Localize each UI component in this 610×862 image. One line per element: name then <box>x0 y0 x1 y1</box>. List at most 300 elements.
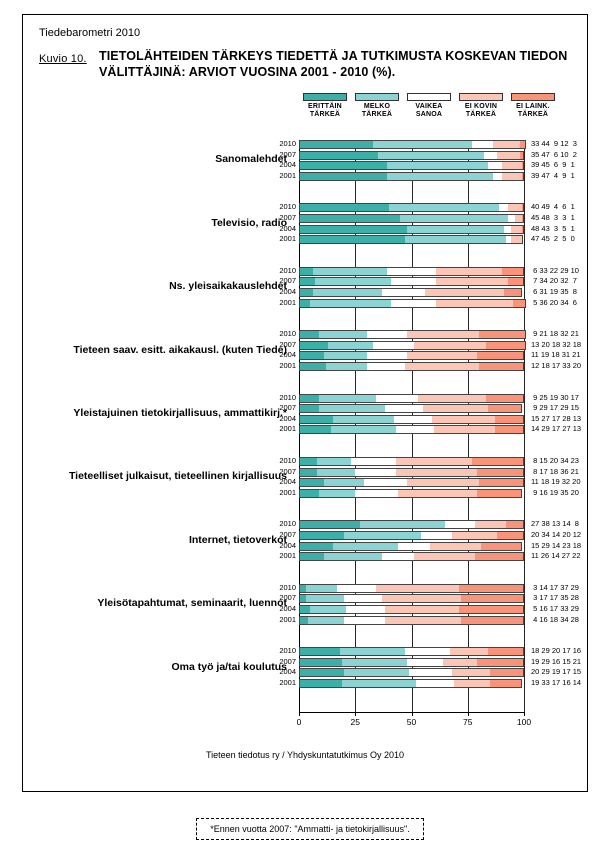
bar-value-labels: 33 44 9 12 3 <box>531 139 577 148</box>
legend-swatch-5 <box>511 93 555 101</box>
bar-segment-1 <box>299 267 313 276</box>
legend-item-3 <box>403 93 455 119</box>
bar-segment-5 <box>522 161 524 170</box>
bar-segment-5 <box>486 341 527 350</box>
bar-segment-5 <box>488 647 524 656</box>
bar-year-label: 2007 <box>279 276 296 286</box>
bar-segment-5 <box>513 299 527 308</box>
bar-segment-1 <box>299 415 333 424</box>
bar-segment-5 <box>459 605 524 614</box>
bar-segment-2 <box>317 457 351 466</box>
bar-segment-3 <box>472 140 492 149</box>
bar-segment-2 <box>308 616 344 625</box>
bar-segment-1 <box>299 425 331 434</box>
bar-row <box>279 392 579 403</box>
x-tick-label-25: 25 <box>350 717 360 727</box>
bar-segment-3 <box>493 172 502 181</box>
bar-year-label: 2004 <box>279 477 296 487</box>
bar-segment-4 <box>398 489 477 498</box>
bar-year-label: 2001 <box>279 614 296 624</box>
bar-segment-1 <box>299 330 319 339</box>
bar-value-labels: 27 38 13 14 8 <box>531 519 579 529</box>
bar-segment-4 <box>436 277 508 286</box>
bar-value-labels: 11 18 19 32 20 <box>531 477 581 487</box>
bar-row <box>279 551 581 561</box>
bar-segment-1 <box>299 362 326 371</box>
bar-segment-2 <box>331 425 396 434</box>
bar-year-label: 2001 <box>279 234 296 244</box>
x-tick-label-0: 0 <box>296 717 302 727</box>
bar-segment-2 <box>319 404 384 413</box>
bar-year-label: 2007 <box>279 403 296 413</box>
bar-row <box>279 223 575 234</box>
bar-value-labels: 6 33 22 29 10 <box>531 265 579 275</box>
bar-segment-5 <box>520 151 525 160</box>
x-tick-100 <box>524 712 525 716</box>
bar-segment-4 <box>434 425 495 434</box>
bar-year-label: 2007 <box>279 339 296 349</box>
stacked-bar-plot <box>279 139 582 712</box>
bar-segment-3 <box>337 584 375 593</box>
bar-row <box>279 604 579 614</box>
bar-segment-3 <box>382 288 425 297</box>
bar-segment-4 <box>436 299 513 308</box>
bar-year-label: 2010 <box>279 202 296 212</box>
bar-segment-5 <box>477 489 522 498</box>
legend-item-1 <box>299 93 351 119</box>
bar-year-label: 2001 <box>279 170 296 180</box>
bar-value-labels: 9 25 19 30 17 <box>531 392 579 402</box>
bar-segment-3 <box>344 594 382 603</box>
bar-segment-3 <box>409 668 452 677</box>
bar-segment-3 <box>387 267 437 276</box>
bar-segment-1 <box>299 172 387 181</box>
bar-segment-5 <box>477 468 524 477</box>
bar-segment-3 <box>488 161 502 170</box>
bar-row <box>279 456 579 466</box>
bar-year-label: 2001 <box>279 361 296 370</box>
bar-value-labels: 15 29 14 23 18 <box>531 540 582 550</box>
bar-segment-4 <box>407 351 477 360</box>
figure-page <box>22 14 588 792</box>
bar-segment-1 <box>299 394 319 403</box>
bar-segment-5 <box>522 225 524 234</box>
legend-item-2 <box>351 93 403 119</box>
bar-row <box>279 413 582 424</box>
legend-swatch-2 <box>355 93 399 101</box>
legend-item-5 <box>507 93 559 119</box>
bar-segment-1 <box>299 225 407 234</box>
bar-value-labels: 14 29 17 27 13 <box>531 424 582 434</box>
bar-segment-2 <box>405 235 506 244</box>
bar-segment-5 <box>461 616 524 625</box>
bar-segment-3 <box>355 468 396 477</box>
bar-segment-2 <box>310 605 346 614</box>
bar-segment-3 <box>351 457 396 466</box>
legend-label-line1: ERITTÄIN <box>308 103 342 110</box>
bar-segment-3 <box>421 531 453 540</box>
bar-value-labels: 9 29 17 29 15 <box>531 403 579 413</box>
bar-segment-2 <box>342 679 416 688</box>
bar-segment-3 <box>499 203 508 212</box>
bar-year-label: 2004 <box>279 350 296 360</box>
bar-value-labels: 11 19 18 31 21 <box>531 350 581 360</box>
bar-row <box>279 339 582 350</box>
bar-value-labels: 47 45 2 5 0 <box>531 234 575 244</box>
category-label: Sanomalehdet <box>215 153 287 166</box>
bar-segment-4 <box>452 531 497 540</box>
bar-segment-4 <box>475 520 507 529</box>
figure-number-label: Kuvio 10. <box>39 53 87 65</box>
bar-segment-3 <box>373 341 414 350</box>
bar-segment-2 <box>342 658 407 667</box>
category-label: Internet, tietoverkot <box>188 533 287 546</box>
bar-segment-5 <box>504 288 522 297</box>
bar-segment-1 <box>299 542 333 551</box>
bar-row <box>279 646 582 656</box>
bar-segment-3 <box>355 489 398 498</box>
bar-segment-2 <box>407 225 504 234</box>
bar-segment-1 <box>299 235 405 244</box>
bar-value-labels: 39 45 6 9 1 <box>531 160 575 170</box>
bar-segment-3 <box>405 647 450 656</box>
bar-segment-3 <box>416 679 454 688</box>
bar-value-labels: 9 21 18 32 21 <box>531 329 579 339</box>
bar-segment-3 <box>391 277 436 286</box>
bar-row <box>279 276 577 286</box>
bar-year-label: 2010 <box>279 392 296 402</box>
bar-segment-1 <box>299 605 310 614</box>
bar-segment-1 <box>299 647 340 656</box>
bar-row <box>279 667 582 677</box>
bar-segment-5 <box>475 552 525 561</box>
bar-segment-1 <box>299 552 324 561</box>
bar-segment-2 <box>333 542 398 551</box>
bar-row <box>279 361 582 371</box>
bar-segment-5 <box>502 267 525 276</box>
bar-segment-5 <box>522 172 524 181</box>
x-tick-0 <box>299 712 300 716</box>
bar-segment-4 <box>407 478 479 487</box>
bar-year-label: 2001 <box>279 487 296 497</box>
bar-year-label: 2007 <box>279 466 296 476</box>
bar-year-label: 2007 <box>279 149 296 159</box>
bar-segment-2 <box>387 161 488 170</box>
bar-year-label: 2001 <box>279 678 296 687</box>
legend-label-line1: EI LAINK. <box>516 103 550 110</box>
bar-segment-5 <box>497 531 524 540</box>
legend-label-line1: EI KOVIN <box>464 103 498 110</box>
bar-value-labels: 8 15 20 34 23 <box>531 456 579 465</box>
bar-segment-4 <box>493 140 520 149</box>
bar-year-label: 2010 <box>279 139 296 148</box>
bar-segment-2 <box>344 531 421 540</box>
bar-segment-4 <box>502 161 522 170</box>
legend-label-line1: VAIKEA <box>415 103 443 110</box>
bar-row <box>279 287 577 297</box>
bar-segment-1 <box>299 203 389 212</box>
bar-segment-5 <box>479 362 524 371</box>
bar-segment-4 <box>414 341 486 350</box>
bar-segment-4 <box>396 468 477 477</box>
bar-segment-3 <box>367 330 408 339</box>
bar-year-label: 2010 <box>279 265 296 275</box>
bar-segment-3 <box>391 299 436 308</box>
bar-segment-5 <box>477 658 524 667</box>
bar-row <box>279 656 582 667</box>
category-label: Yleistajuinen tietokirjallisuus, ammattikirj.* <box>73 407 287 419</box>
bar-segment-3 <box>367 362 405 371</box>
bar-segment-4 <box>454 679 490 688</box>
bar-row <box>279 329 579 339</box>
bar-value-labels: 8 17 18 36 21 <box>531 466 579 476</box>
bar-year-label: 2001 <box>279 297 296 307</box>
bar-value-labels: 4 16 18 34 28 <box>531 614 579 624</box>
bar-segment-5 <box>481 542 522 551</box>
bar-row <box>279 593 579 603</box>
bar-row <box>279 487 579 498</box>
bar-value-labels: 5 16 17 33 29 <box>531 604 579 613</box>
legend-label-line2: TÄRKEÄ <box>465 111 497 119</box>
bar-row <box>279 213 575 223</box>
bar-value-labels: 13 20 18 32 18 <box>531 339 582 349</box>
bar-segment-3 <box>504 225 511 234</box>
bar-year-label: 2010 <box>279 582 296 592</box>
bar-segment-3 <box>508 214 515 223</box>
bar-value-labels: 20 34 14 20 12 <box>531 530 582 539</box>
bar-segment-1 <box>299 161 387 170</box>
bar-segment-1 <box>299 351 324 360</box>
chart-legend <box>299 93 559 127</box>
bar-value-labels: 5 36 20 34 6 <box>531 297 577 307</box>
bar-segment-4 <box>385 616 462 625</box>
bar-year-label: 2007 <box>279 213 296 222</box>
bar-segment-3 <box>367 351 408 360</box>
bar-year-label: 2004 <box>279 540 296 550</box>
bar-value-labels: 15 27 17 28 13 <box>531 413 582 423</box>
bar-segment-4 <box>452 668 490 677</box>
bar-year-label: 2007 <box>279 530 296 539</box>
bar-segment-2 <box>319 330 366 339</box>
bar-row <box>279 265 579 276</box>
bar-year-label: 2007 <box>279 656 296 666</box>
bar-value-labels: 20 29 19 17 15 <box>531 667 582 677</box>
gridline-100 <box>524 140 525 712</box>
bar-row <box>279 149 577 160</box>
bar-segment-3 <box>407 658 443 667</box>
bar-row <box>279 170 575 181</box>
bar-segment-5 <box>490 668 524 677</box>
bar-segment-4 <box>382 594 461 603</box>
bar-segment-5 <box>522 203 524 212</box>
bar-row <box>279 582 579 593</box>
bar-segment-4 <box>508 203 522 212</box>
category-label: Yleisötapahtumat, seminaarit, luennot <box>97 597 287 610</box>
bar-segment-4 <box>443 658 477 667</box>
category-label: Tieteelliset julkaisut, tieteellinen kirjallisuus <box>68 470 287 483</box>
bar-year-label: 2010 <box>279 329 296 339</box>
bar-segment-1 <box>299 140 373 149</box>
bar-segment-3 <box>344 616 385 625</box>
legend-swatch-3 <box>407 93 451 101</box>
bar-segment-1 <box>299 404 319 413</box>
x-tick-label-75: 75 <box>463 717 473 727</box>
bar-year-label: 2004 <box>279 160 296 170</box>
bar-year-label: 2001 <box>279 551 296 561</box>
bar-row <box>279 530 582 540</box>
bar-segment-5 <box>461 594 524 603</box>
bar-segment-5 <box>486 394 524 403</box>
footnote-box: *Ennen vuotta 2007: "Ammatti- ja tietokirjallisuus". <box>196 818 424 840</box>
bar-segment-2 <box>344 668 409 677</box>
bar-segment-1 <box>299 531 344 540</box>
bar-segment-1 <box>299 489 319 498</box>
bar-segment-1 <box>299 277 315 286</box>
bar-segment-2 <box>315 277 392 286</box>
category-label: Tieteen saav. esitt. aikakausl. (kuten Tiede) <box>73 343 287 356</box>
bar-value-labels: 18 29 20 17 16 <box>531 646 582 656</box>
bar-year-label: 2004 <box>279 223 296 233</box>
category-label: Ns. yleisaikakauslehdet <box>169 280 287 293</box>
bar-value-labels: 48 43 3 5 1 <box>531 223 575 233</box>
bar-year-label: 2007 <box>279 593 296 603</box>
bar-value-labels: 45 48 3 3 1 <box>531 213 575 222</box>
legend-swatch-1 <box>303 93 347 101</box>
bar-row <box>279 139 577 149</box>
bar-segment-3 <box>484 151 498 160</box>
bar-segment-2 <box>313 267 387 276</box>
bar-segment-3 <box>394 415 432 424</box>
bar-segment-2 <box>360 520 446 529</box>
bar-segment-1 <box>299 288 313 297</box>
bar-segment-1 <box>299 520 360 529</box>
bar-segment-1 <box>299 658 342 667</box>
bar-year-label: 2010 <box>279 456 296 465</box>
bar-segment-2 <box>317 468 355 477</box>
bar-segment-5 <box>520 140 527 149</box>
bar-value-labels: 3 14 17 37 29 <box>531 582 579 592</box>
bar-segment-1 <box>299 468 317 477</box>
bar-row <box>279 424 582 434</box>
legend-label-line2: TÄRKEÄ <box>309 111 341 119</box>
bar-value-labels: 40 49 4 6 1 <box>531 202 575 212</box>
bar-segment-4 <box>376 584 459 593</box>
bar-segment-2 <box>328 341 373 350</box>
bar-segment-4 <box>423 404 488 413</box>
bar-segment-2 <box>306 584 338 593</box>
bar-year-label: 2001 <box>279 424 296 434</box>
bar-segment-2 <box>319 489 355 498</box>
bar-segment-4 <box>432 415 495 424</box>
bar-segment-1 <box>299 584 306 593</box>
bar-segment-1 <box>299 616 308 625</box>
legend-label-line2: SANOA <box>415 111 443 119</box>
bar-segment-5 <box>477 351 524 360</box>
bar-segment-5 <box>522 235 523 244</box>
bar-row <box>279 540 582 551</box>
bar-segment-2 <box>324 478 365 487</box>
bar-segment-1 <box>299 478 324 487</box>
bar-value-labels: 3 17 17 35 28 <box>531 593 579 603</box>
bar-segment-3 <box>445 520 474 529</box>
bar-segment-4 <box>511 225 522 234</box>
bar-row <box>279 234 575 244</box>
bar-value-labels: 6 31 19 35 8 <box>531 287 577 296</box>
x-tick-label-50: 50 <box>406 717 417 727</box>
bar-segment-3 <box>385 404 423 413</box>
bar-year-label: 2004 <box>279 604 296 613</box>
bar-segment-4 <box>511 235 522 244</box>
bar-row <box>279 202 575 212</box>
bar-segment-5 <box>495 415 524 424</box>
bar-row <box>279 160 575 170</box>
bar-segment-2 <box>373 140 472 149</box>
legend-label-line2: TÄRKEÄ <box>361 111 393 119</box>
bar-segment-4 <box>450 647 488 656</box>
category-label: Oma työ ja/tai koulutus <box>171 660 287 673</box>
bar-segment-3 <box>376 394 419 403</box>
bar-segment-2 <box>324 552 383 561</box>
bar-segment-2 <box>387 172 493 181</box>
bar-value-labels: 19 29 16 15 21 <box>531 656 582 666</box>
bar-segment-1 <box>299 594 306 603</box>
bar-value-labels: 12 18 17 33 20 <box>531 361 582 370</box>
bar-segment-4 <box>497 151 520 160</box>
bar-segment-1 <box>299 679 342 688</box>
source-note: Tieteen tiedotus ry / Yhdyskuntatutkimus Oy 2010 <box>205 750 405 760</box>
bar-segment-1 <box>299 341 328 350</box>
bar-segment-3 <box>364 478 407 487</box>
bar-year-label: 2010 <box>279 646 296 656</box>
bar-segment-4 <box>414 552 475 561</box>
legend-swatch-4 <box>459 93 503 101</box>
bar-segment-3 <box>346 605 384 614</box>
bar-value-labels: 35 47 6 10 2 <box>531 149 577 159</box>
bar-segment-1 <box>299 299 310 308</box>
bar-segment-5 <box>479 330 526 339</box>
bar-row <box>279 350 581 360</box>
bar-segment-5 <box>506 520 524 529</box>
x-tick-75 <box>468 712 469 716</box>
bar-segment-5 <box>459 584 524 593</box>
bar-segment-2 <box>389 203 499 212</box>
x-axis <box>296 712 532 727</box>
bar-value-labels: 11 26 14 27 22 <box>531 551 581 561</box>
bar-value-labels: 39 47 4 9 1 <box>531 170 575 180</box>
x-tick-25 <box>355 712 356 716</box>
bar-segment-4 <box>396 457 473 466</box>
bar-segment-2 <box>400 214 508 223</box>
bar-segment-2 <box>319 394 375 403</box>
bar-segment-2 <box>306 594 344 603</box>
x-tick-label-100: 100 <box>516 717 532 727</box>
category-label-column <box>33 140 287 712</box>
bar-segment-4 <box>418 394 486 403</box>
bar-row <box>279 678 582 688</box>
bar-row <box>279 519 579 529</box>
bar-value-labels: 19 33 17 16 14 <box>531 678 582 687</box>
bar-segment-2 <box>313 288 383 297</box>
bar-segment-5 <box>495 425 524 434</box>
legend-label-line1: MELKO <box>363 103 391 110</box>
bar-year-label: 2010 <box>279 519 296 529</box>
bar-segment-5 <box>508 277 524 286</box>
bar-segment-1 <box>299 457 317 466</box>
bar-segment-2 <box>326 362 367 371</box>
chart-title: TIETOLÄHTEIDEN TÄRKEYS TIEDETTÄ JA TUTKIMUSTA KOSKEVAN TIEDON VÄLITTÄJINÄ: ARVIOT VUOSINA 2001 - 2010 (%). <box>99 49 568 79</box>
bar-segment-4 <box>502 172 522 181</box>
bar-segment-3 <box>398 542 430 551</box>
